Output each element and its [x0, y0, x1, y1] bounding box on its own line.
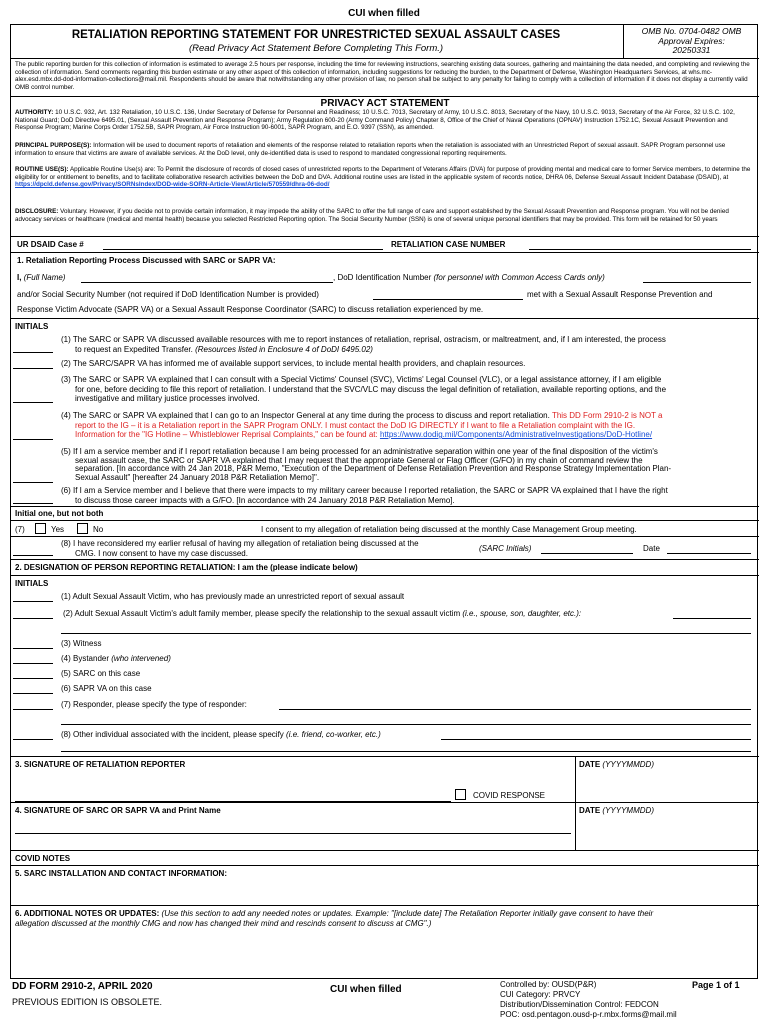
designation-item5: (5) SARC on this case — [61, 669, 141, 678]
designation-item1-initials[interactable] — [13, 601, 53, 602]
divider — [11, 559, 759, 560]
routine-text: Applicable Routine Use(s) are: To Permit the disclosure of records of closed cases of unrestricted reports to the Department of Veterans Affairs (DVA) for purpose of providing mental and medical care to former Service members, to determine the eligibility for or entitlement to benefits, and to facilitate collaborative research activities between the DoD and DVA. Additional routine uses are listed in the applicable system of records notice, DHRA 06, Defense Sexual Assault Incident Database (DSAID), at — [15, 166, 751, 181]
relationship-field-continued[interactable] — [61, 633, 751, 634]
section1-heading: 1. Retaliation Reporting Process Discussed with SARC or SAPR VA: — [17, 256, 276, 265]
item3-line3: investigative and military justice processes involved. — [75, 394, 260, 403]
item5-line3: separation. [In accordance with 24 Jan 2018, P&R Memo, "Execution of the Department of Defense Retaliation Prevention and Response Strategy Implementation Plan- — [75, 464, 672, 474]
authority-label: AUTHORITY: — [15, 109, 54, 116]
section3-heading: 3. SIGNATURE OF RETALIATION REPORTER — [15, 760, 186, 769]
section1-line1 — [17, 273, 65, 283]
section6-line1 — [15, 909, 755, 919]
form-body — [10, 24, 758, 979]
item2: (2) The SARC/SAPR VA has informed me of available support services, to include mental health providers, and chaplain resources. — [61, 359, 526, 368]
responder-type-field-continued[interactable] — [61, 724, 751, 725]
section2-initials-label: INITIALS — [15, 579, 49, 588]
item8-line2: CMG. I now consent to have my case discussed. — [75, 548, 248, 558]
item6-line2: to discuss those career impacts with a G/FO. [In accordance with 24 January 2018 P&R Retaliation Memo]. — [75, 495, 455, 505]
initial-one-label: Initial one, but not both — [15, 509, 104, 518]
full-name-field[interactable] — [81, 282, 333, 283]
ssn-label: and/or Social Security Number (not required if DoD Identification Number is provided) — [17, 290, 319, 299]
authority-text: 10 U.S.C. 932, Art. 132 Retaliation, 10 U.S.C. 136, Under Secretary of Defense for Personnel and Readiness; 10 U.S.C. 7013, Secretary of Army, 10 U.S.C. 8013, Secretary of the Navy, 10 U.S.C. 9013, Secretary of the Air Force, 32 U.S.C. 102, National Guard; DoD Directive 6495.01, (Sexual Assault Prevention and Response Program); Army Regulation 600-20 (Army Command Policy) Chapter 8, Office of the Chief of Naval Operations (OPNAV) Instruction 1752.1C, Sexual Assault Prevention and Response Program; Marine Corps Order 1752.5B, SAPR Program, Air Force Instruction 90-6001, SAPR Program, and E.O. 9397 (SSN), as amended. — [15, 109, 735, 132]
covid-response-checkbox[interactable] — [455, 789, 466, 800]
item5-initials-field[interactable] — [13, 482, 53, 483]
divider — [575, 756, 576, 850]
designation-item2 — [63, 609, 581, 619]
item1 — [61, 335, 755, 354]
divider — [11, 236, 759, 237]
item5-line4: Sexual Assault" [hereafter 24 January 2018 P&R Retaliation Memo]". — [75, 472, 320, 482]
designation-item4-initials[interactable] — [13, 663, 53, 664]
item1-initials-field[interactable] — [13, 352, 53, 353]
section1-line3: Response Victim Advocate (SAPR VA) or a Sexual Assault Response Coordinator (SARC) to discuss retaliation experienced by me. — [17, 305, 484, 314]
section3-date-text: DATE — [579, 760, 601, 769]
item5-line1: (5) If I am a service member and if I report retaliation because I am being processed for an administrative separation within one year of the final disposition of the victim's — [61, 447, 658, 456]
designation-item8-initials[interactable] — [13, 739, 53, 740]
section6-line2: allegation discussed at the monthly CMG and now has changed their mind and rescinds consent to discuss at CMG".) — [15, 918, 432, 928]
divider — [11, 252, 759, 253]
item5-line2: sexual assault case, the SARC or SAPR VA explained that I may request that the appropriate General or Flag Officer (G/FO) in my chain of command review the — [75, 455, 643, 465]
retaliation-case-field[interactable] — [529, 249, 751, 250]
item6-line1: (6) If I am a Service member and I believe that there were impacts to my military career because I reported retaliation, the SARC or SAPR VA explained that I have the right — [61, 486, 668, 495]
item8 — [61, 539, 481, 558]
item7-no-label: No — [93, 525, 104, 534]
item4-hotline-text: Information for the "IG Hotline – Whistleblower Reprisal Complaints," can be found at: — [75, 430, 378, 439]
designation-item2-note: (i.e., spouse, son, daughter, etc.): — [462, 609, 582, 618]
item3-line2: for one, before deciding to file this report of retaliation. I understand that the SVC/VLC may discuss the legal definition of retaliation, available reporting options, and the — [75, 384, 667, 394]
full-name-label: (Full Name) — [23, 273, 66, 282]
designation-item3-initials[interactable] — [13, 648, 53, 649]
divider — [11, 318, 759, 319]
designation-item5-initials[interactable] — [13, 678, 53, 679]
sarc-initials-label: (SARC Initials) — [479, 544, 532, 553]
divider — [11, 506, 759, 507]
designation-item7: (7) Responder, please specify the type of responder: — [61, 700, 247, 709]
item7-yes-label: Yes — [51, 525, 65, 534]
item4-line2: report to the IG – it is a Retaliation report in the SAPR Program ONLY. I must contact the DoD IG DIRECTLY if I want to file a Retaliation complaint with the IG. — [75, 420, 636, 430]
item4-text: (4) The SARC or SAPR VA explained that I can go to an Inspector General at any time during the process to discuss and report retaliation. — [61, 411, 550, 420]
designation-item2-initials[interactable] — [13, 618, 53, 619]
purpose-block — [15, 142, 755, 157]
cui-category: CUI Category: PRVCY — [500, 990, 581, 999]
item4-line3 — [61, 430, 755, 440]
item6 — [61, 486, 755, 505]
item2-initials-field[interactable] — [13, 368, 53, 369]
controlled-by: Controlled by: OUSD(P&R) — [500, 980, 597, 989]
disclosure-label: DISCLOSURE: — [15, 208, 59, 215]
sorn-link[interactable]: https://dpcld.defense.gov/Privacy/SORNsIndex/DOD-wide-SORN-Article-View/Article/570559/dhra-06-dod/ — [15, 181, 330, 189]
designation-item1: (1) Adult Sexual Assault Victim, who has previously made an unrestricted report of sexual assault — [61, 592, 405, 601]
designation-item8-text: (8) Other individual associated with the incident, please specify — [61, 730, 284, 739]
item4-warning: This DD Form 2910-2 is NOT a — [551, 411, 663, 420]
form-header — [11, 25, 759, 59]
item1-text: to request an Expedited Transfer. — [75, 344, 193, 354]
section6-text: (Use this section to add any needed notes or updates. Example: "[include date] The Retaliation Reporter initially gave consent to have their — [161, 909, 654, 918]
dsaid-case-label: UR DSAID Case # — [17, 240, 84, 249]
section4-heading: 4. SIGNATURE OF SARC OR SAPR VA and Print Name — [15, 806, 221, 815]
designation-item6-initials[interactable] — [13, 693, 53, 694]
sarc-initials-field[interactable] — [541, 553, 633, 554]
omb-number: OMB No. 0704-0482 OMB — [641, 26, 742, 36]
disclosure-block — [15, 208, 755, 223]
obsolete-note: PREVIOUS EDITION IS OBSOLETE. — [12, 997, 163, 1007]
designation-item2-text: (2) Adult Sexual Assault Victim's adult family member, please specify the relationship to the sexual assault victim — [63, 609, 461, 618]
section4-date-text: DATE — [579, 806, 601, 815]
item1-note: (Resources listed in Enclosure 4 of DoDI 6495.02) — [195, 344, 373, 354]
ig-hotline-link[interactable]: https://www.dodig.mil/Components/AdministrativeInvestigations/DoD-Hotline/ — [379, 430, 653, 439]
poc-email: POC: osd.pentagon.ousd-p-r.mbx.forms@mail.mil — [500, 1010, 677, 1019]
i-label: I, — [17, 273, 22, 282]
designation-item6: (6) SAPR VA on this case — [61, 684, 152, 693]
item7-no-checkbox[interactable] — [77, 523, 88, 534]
section1-initials-label: INITIALS — [15, 322, 49, 331]
relationship-field[interactable] — [673, 618, 751, 619]
purpose-text: Information will be used to document reports of retaliation and elements of the response related to retaliation reports when the retaliation is associated with an Unrestricted Report of sexual assault. SAPR Program personnel use information to ensure that victims are aware of available services. At the DoD level, only de-identified data is used to respond to mandated congressional reporting requirements. — [15, 142, 726, 157]
authority-block — [15, 109, 755, 132]
page-number: Page 1 of 1 — [692, 980, 740, 990]
approval-date: 20250331 — [672, 45, 711, 55]
divider — [11, 850, 759, 851]
section4-date-label — [579, 806, 654, 816]
designation-item4-text: (4) Bystander — [61, 654, 110, 663]
dod-id-note: (for personnel with Common Access Cards only) — [433, 273, 605, 282]
item8-date-field[interactable] — [667, 553, 751, 554]
item7-number: (7) — [15, 525, 25, 534]
item3 — [61, 375, 755, 404]
covid-response-label: COVID RESPONSE — [473, 791, 546, 800]
designation-item4-note: (who intervened) — [111, 654, 171, 663]
designation-item4 — [61, 654, 171, 664]
divider — [11, 575, 759, 576]
divider — [11, 536, 759, 537]
ssn-field[interactable] — [373, 299, 523, 300]
section2-heading: 2. DESIGNATION OF PERSON REPORTING RETALIATION: I am the (please indicate below) — [15, 563, 358, 572]
item3-initials-field[interactable] — [13, 402, 53, 403]
responder-type-field[interactable] — [279, 709, 751, 710]
dod-id-label — [333, 273, 605, 283]
item8-initials-field[interactable] — [13, 555, 53, 556]
divider — [11, 865, 759, 866]
purpose-label: PRINCIPAL PURPOSE(S): — [15, 142, 92, 149]
designation-item3: (3) Witness — [61, 639, 102, 648]
divider — [11, 802, 759, 803]
routine-label: ROUTINE USE(S): — [15, 166, 69, 173]
item8-line1: (8) I have reconsidered my earlier refusal of having my allegation of retaliation being discussed at the — [61, 539, 419, 548]
approval-label: Approval Expires: — [658, 35, 725, 46]
item1-line2 — [61, 345, 755, 355]
privacy-act-title: PRIVACY ACT STATEMENT — [320, 98, 450, 109]
divider — [11, 756, 759, 757]
item4-initials-field[interactable] — [13, 439, 53, 440]
cui-banner-bottom: CUI when filled — [330, 984, 402, 995]
routine-use-block — [15, 166, 755, 189]
section6-block — [15, 909, 755, 928]
item1-line1: (1) The SARC or SAPR VA discussed available resources with me to report instances of retaliation, reprisal, ostracism, or maltreatment, and, if I am interested, the process — [61, 335, 666, 344]
designation-item7-initials[interactable] — [13, 709, 53, 710]
covid-notes-label: COVID NOTES — [15, 854, 71, 863]
section6-heading: 6. ADDITIONAL NOTES OR UPDATES: — [15, 909, 160, 918]
designation-item8 — [61, 730, 381, 740]
item7-yes-checkbox[interactable] — [35, 523, 46, 534]
item4-line1 — [61, 411, 755, 421]
item7-text: I consent to my allegation of retaliation being discussed at the monthly Case Management Group meeting. — [261, 525, 637, 534]
dsaid-case-field[interactable] — [103, 249, 383, 250]
divider — [11, 96, 759, 97]
form-id: DD FORM 2910-2, APRIL 2020 — [12, 981, 153, 992]
item5 — [61, 448, 755, 482]
form-subtitle: (Read Privacy Act Statement Before Completing This Form.) — [188, 43, 444, 54]
footer-control-block — [500, 980, 677, 1020]
designation-item8-note: (i.e. friend, co-worker, etc.) — [286, 730, 381, 739]
section5-heading: 5. SARC INSTALLATION AND CONTACT INFORMATION: — [15, 869, 227, 878]
section3-date-format: (YYYYMMDD) — [602, 760, 654, 769]
divider — [11, 520, 759, 521]
divider — [11, 905, 759, 906]
item6-initials-field[interactable] — [13, 503, 53, 504]
other-individual-field[interactable] — [441, 739, 751, 740]
section4-date-format: (YYYYMMDD) — [602, 806, 654, 815]
item3-line1: (3) The SARC or SAPR VA explained that I can consult with a Special Victims' Counsel (SVC), Victims' Legal Counsel (VLC), or a legal assistance attorney, if I am eligible — [61, 375, 662, 384]
item8-date-label: Date — [643, 544, 660, 553]
form-title: RETALIATION REPORTING STATEMENT FOR UNRESTRICTED SEXUAL ASSAULT CASES — [71, 29, 561, 41]
disclosure-text: Voluntary. However, if you decide not to provide certain information, it may impede the ability of the SARC to offer the full range of care and support established by the Sexual Assault Prevention and Response program. You will not be denied advocacy services or healthcare (medical and mental health) because you selected Restricted Reporting option. The Social Security Number (SSN) is one of several unique personal identifiers that may be provided. This form will be retained for 50 years — [15, 208, 729, 223]
section3-date-label — [579, 760, 654, 770]
distribution-control: Distribution/Dissemination Control: FEDCON — [500, 1000, 659, 1009]
cui-banner-top: CUI when filled — [348, 8, 420, 19]
burden-statement: The public reporting burden for this collection of information is estimated to average 2.5 hours per response, including the time for reviewing instructions, searching existing data sources, gathering and maintaining the data needed, and completing and reviewing the collection of information. Send comments regarding this burden estimate or any other aspect of this collection of information, including suggestions for reducing the burden, to the Department of Defense, Washington Headquarters Services, at whs.mc-alex.esd.mbx.dd-dod-information-collections@mail.mil. Respondents should be aware that notwithstanding any other provision of law, no person shall be subject to any penalty for failing to comply with a collection of information if it does not display a currently valid OMB control number. — [15, 61, 750, 91]
retaliation-case-label: RETALIATION CASE NUMBER — [391, 240, 506, 249]
item4 — [61, 411, 755, 440]
met-with-text: met with a Sexual Assault Response Prevention and — [527, 290, 713, 299]
sarc-signature-field[interactable] — [15, 833, 571, 834]
omb-box — [623, 25, 759, 59]
dod-id-text: , DoD Identification Number — [333, 273, 432, 282]
dod-id-field[interactable] — [643, 282, 751, 283]
other-individual-field-continued[interactable] — [61, 751, 751, 752]
